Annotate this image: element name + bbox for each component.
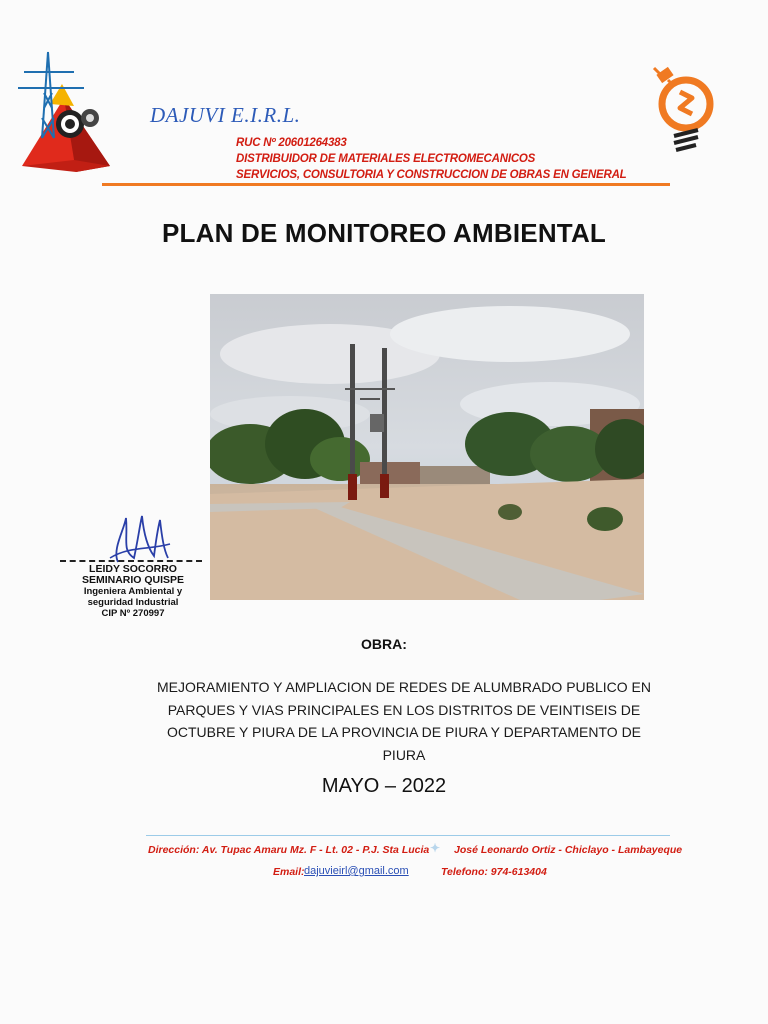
signatory-name-line2: SEMINARIO QUISPE: [81, 574, 185, 586]
footer-separator-icon: ✦: [430, 841, 441, 855]
footer-email-label: Email:: [273, 866, 305, 878]
company-ruc: RUC Nº 20601264383: [236, 137, 347, 149]
company-name: DAJUVI E.I.R.L.: [150, 103, 301, 127]
signatory-role-line2: seguridad Industrial: [87, 597, 179, 608]
obra-label: OBRA:: [361, 636, 407, 652]
cover-photo: [210, 294, 644, 600]
lightbulb-plug-icon: [650, 64, 720, 156]
footer-address-part2: José Leonardo Ortiz - Chiclayo - Lambayeque: [454, 844, 683, 856]
document-date: MAYO – 2022: [321, 775, 447, 797]
document-title: PLAN DE MONITOREO AMBIENTAL: [161, 218, 607, 248]
signatory-name-line1: LEIDY SOCORRO: [89, 563, 177, 575]
footer-divider: [146, 835, 670, 836]
company-activity-line1: DISTRIBUIDOR DE MATERIALES ELECTROMECANICOS: [236, 153, 536, 165]
project-description: MEJORAMIENTO Y AMPLIACION DE REDES DE ALUMBRADO PUBLICO EN PARQUES Y VIAS PRINCIPALES EN LOS DISTRITOS DE VEINTISEIS DE OCTUBRE Y PIURA DE LA PROVINCIA DE PIURA Y DEPARTAMENTO DE PIURA: [156, 679, 651, 763]
signatory-role-line1: Ingeniera Ambiental y: [83, 586, 183, 597]
company-activity-line2: SERVICIOS, CONSULTORIA Y CONSTRUCCION DE OBRAS EN GENERAL: [236, 169, 627, 181]
header-divider: [102, 183, 670, 186]
footer-phone: Telefono: 974-613404: [441, 866, 547, 878]
signature-line: [60, 560, 202, 562]
footer-address-part1: Dirección: Av. Tupac Amaru Mz. F - Lt. 02 - P.J. Sta Lucia: [148, 844, 430, 856]
signatory-cip: CIP Nº 270997: [101, 608, 165, 619]
footer-email-link[interactable]: dajuvieirl@gmail.com: [304, 865, 409, 877]
company-logo-icon: [14, 48, 116, 176]
